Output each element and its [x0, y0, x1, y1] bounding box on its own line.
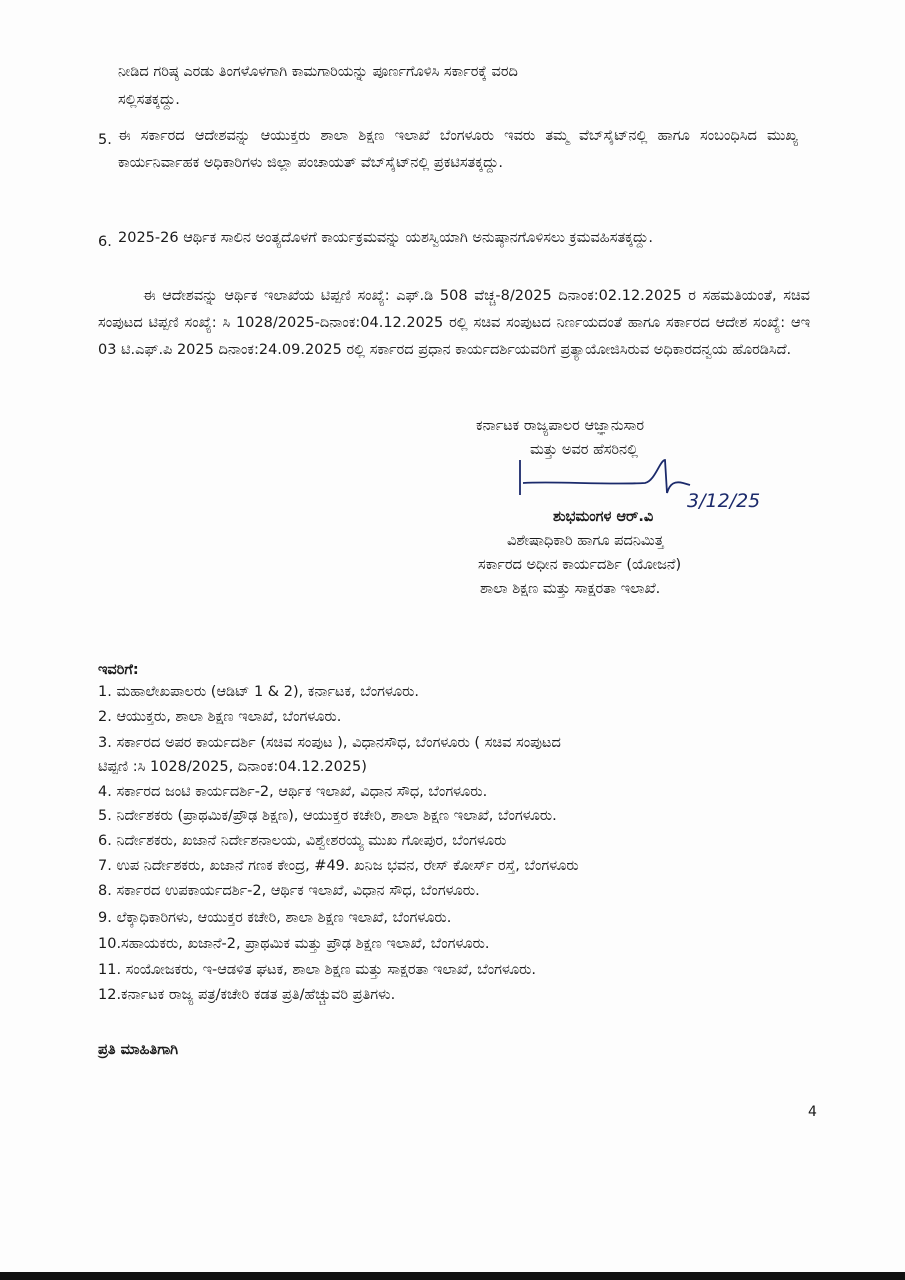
governor-name-line: ಮತ್ತು ಅವರ ಹೆಸರಿನಲ್ಲಿ	[530, 442, 639, 458]
governor-order-line: ಕರ್ನಾಟಕ ರಾಜ್ಯಪಾಲರ ಆಜ್ಞಾನುಸಾರ	[476, 418, 645, 434]
signatory-designation-1: ವಿಶೇಷಾಧಿಕಾರಿ ಹಾಗೂ ಪದನಿಮಿತ್ತ	[507, 533, 664, 549]
recipient-item: 3. ಸರ್ಕಾರದ ಅಪರ ಕಾರ್ಯದರ್ಶಿ (ಸಚಿವ ಸಂಪುಟ ), ವಿಧಾನಸೌಧ, ಬೆಂಗಳೂರು ( ಸಚಿವ ಸಂಪುಟದ	[98, 735, 561, 751]
recipient-item: 10.ಸಹಾಯಕರು, ಖಜಾನೆ-2, ಪ್ರಾಥಮಿಕ ಮತ್ತು ಪ್ರೌಢ ಶಿಕ್ಷಣ ಇಲಾಖೆ, ಬೆಂಗಳೂರು.	[98, 936, 490, 952]
recipients-heading: ಇವರಿಗೆ:	[98, 662, 139, 678]
copy-heading: ಪ್ರತಿ ಮಾಹಿತಿಗಾಗಿ	[98, 1042, 179, 1058]
recipient-item: 1. ಮಹಾಲೇಖಪಾಲರು (ಆಡಿಟ್ 1 & 2), ಕರ್ನಾಟಕ, ಬೆಂಗಳೂರು.	[98, 684, 420, 700]
recipient-item: 7. ಉಪ ನಿರ್ದೇಶಕರು, ಖಜಾನೆ ಗಣಕ ಕೇಂದ್ರ, #49. ಖನಿಜ ಭವನ, ರೇಸ್ ಕೋರ್ಸ್ ರಸ್ತೆ, ಬೆಂಗಳೂರು	[98, 858, 579, 874]
signatory-designation-2: ಸರ್ಕಾರದ ಅಧೀನ ಕಾರ್ಯದರ್ಶಿ (ಯೋಜನೆ)	[478, 557, 682, 573]
signature-date: 3/12/25	[687, 490, 761, 510]
recipient-item: 6. ನಿರ್ದೇಶಕರು, ಖಜಾನೆ ನಿರ್ದೇಶನಾಲಯ, ವಿಶ್ವೇಶರಯ್ಯ ಮುಖ ಗೋಪುರ, ಬೆಂಗಳೂರು	[98, 833, 507, 849]
item-text: 2025-26 ಆರ್ಥಿಕ ಸಾಲಿನ ಅಂತ್ಯದೊಳಗೆ ಕಾರ್ಯಕ್ರಮವನ್ನು ಯಶಸ್ವಿಯಾಗಿ ಅನುಷ್ಠಾನಗೊಳಿಸಲು ಕ್ರಮವಹಿಸತಕ್ಕದ್ದು.	[118, 230, 653, 246]
authority-paragraph: ಈ ಆದೇಶವನ್ನು ಆರ್ಥಿಕ ಇಲಾಖೆಯ ಟಿಪ್ಪಣಿ ಸಂಖ್ಯೆ: ಎಫ್.ಡಿ 508 ವೆಚ್ಚ-8/2025 ದಿನಾಂಕ:02.12.2025 ರ ಸಹಮತಿಯಂತೆ, ಸಚಿವ ಸಂಪುಟದ ಟಿಪ್ಪಣಿ ಸಂಖ್ಯೆ: ಸಿ 1028/2025-ದಿನಾಂಕ:04.12.2025 ರಲ್ಲಿ ಸಚಿವ ಸಂಪುಟದ ನಿರ್ಣಯದಂತೆ ಹಾಗೂ ಸರ್ಕಾರದ ಆದೇಶ ಸಂಖ್ಯೆ: ಆಇ 03 ಟಿ.ಎಫ್.ಪಿ 2025 ದಿನಾಂಕ:24.09.2025 ರಲ್ಲಿ ಸರ್ಕಾರದ ಪ್ರಧಾನ ಕಾರ್ಯದರ್ಶಿಯವರಿಗೆ ಪ್ರತ್ಯಾಯೋಜಿಸಿರುವ ಅಧಿಕಾರದನ್ವಯ ಹೊರಡಿಸಿದೆ.	[98, 288, 810, 358]
item-text: ಈ ಸರ್ಕಾರದ ಆದೇಶವನ್ನು ಆಯುಕ್ತರು ಶಾಲಾ ಶಿಕ್ಷಣ ಇಲಾಖೆ ಬೆಂಗಳೂರು ಇವರು ತಮ್ಮ ವೆಬ್‌ಸೈಟ್‌ನಲ್ಲಿ ಹಾಗೂ ಸಂಬಂಧಿಸಿದ ಮುಖ್ಯ ಕಾರ್ಯನಿರ್ವಾಹಕ ಅಧಿಕಾರಿಗಳು ಜಿಲ್ಲಾ ಪಂಚಾಯತ್ ವೆಬ್‌ಸೈಟ್‌ನಲ್ಲಿ ಪ್ರಕಟಿಸತಕ್ಕದ್ದು.	[118, 128, 798, 171]
recipient-item: 5. ನಿರ್ದೇಶಕರು (ಪ್ರಾಥಮಿಕ/ಪ್ರೌಢ ಶಿಕ್ಷಣ), ಆಯುಕ್ತರ ಕಚೇರಿ, ಶಾಲಾ ಶಿಕ್ಷಣ ಇಲಾಖೆ, ಬೆಂಗಳೂರು.	[98, 808, 557, 824]
recipient-item: 11. ಸಂಯೋಜಕರು, ಇ-ಆಡಳಿತ ಘಟಕ, ಶಾಲಾ ಶಿಕ್ಷಣ ಮತ್ತು ಸಾಕ್ಷರತಾ ಇಲಾಖೆ, ಬೆಂಗಳೂರು.	[98, 962, 537, 978]
continuation-line-1: ನೀಡಿದ ಗರಿಷ್ಠ ಎರಡು ತಿಂಗಳೊಳಗಾಗಿ ಕಾಮಗಾರಿಯನ್ನು ಪೂರ್ಣಗೊಳಿಸಿ ಸರ್ಕಾರಕ್ಕೆ ವರದಿ	[118, 64, 518, 80]
item-number: 5.	[98, 132, 112, 148]
recipient-item: 12.ಕರ್ನಾಟಕ ರಾಜ್ಯ ಪತ್ರ/ಕಚೇರಿ ಕಡತ ಪ್ರತಿ/ಹೆಚ್ಚುವರಿ ಪ್ರತಿಗಳು.	[98, 987, 396, 1003]
recipient-item-continued: ಟಿಪ್ಪಣಿ :ಸಿ 1028/2025, ದಿನಾಂಕ:04.12.2025)	[98, 759, 367, 775]
page-number: 4	[808, 1104, 817, 1120]
recipient-item: 2. ಆಯುಕ್ತರು, ಶಾಲಾ ಶಿಕ್ಷಣ ಇಲಾಖೆ, ಬೆಂಗಳೂರು.	[98, 709, 342, 725]
handwritten-signature	[515, 455, 785, 510]
scan-edge	[0, 1272, 905, 1280]
item-number: 6.	[98, 234, 112, 250]
continuation-line-2: ಸಲ್ಲಿಸತಕ್ಕದ್ದು.	[118, 92, 180, 108]
recipient-item: 9. ಲೆಕ್ಕಾಧಿಕಾರಿಗಳು, ಆಯುಕ್ತರ ಕಚೇರಿ, ಶಾಲಾ ಶಿಕ್ಷಣ ಇಲಾಖೆ, ಬೆಂಗಳೂರು.	[98, 910, 452, 926]
signatory-name: ಶುಭಮಂಗಳ ಆರ್.ವಿ	[553, 509, 654, 525]
recipient-item: 8. ಸರ್ಕಾರದ ಉಪಕಾರ್ಯದರ್ಶಿ-2, ಆರ್ಥಿಕ ಇಲಾಖೆ, ವಿಧಾನ ಸೌಧ, ಬೆಂಗಳೂರು.	[98, 883, 480, 899]
signatory-department: ಶಾಲಾ ಶಿಕ್ಷಣ ಮತ್ತು ಸಾಕ್ಷರತಾ ಇಲಾಖೆ.	[480, 581, 661, 597]
recipient-item: 4. ಸರ್ಕಾರದ ಜಂಟಿ ಕಾರ್ಯದರ್ಶಿ-2, ಆರ್ಥಿಕ ಇಲಾಖೆ, ವಿಧಾನ ಸೌಧ, ಬೆಂಗಳೂರು.	[98, 784, 488, 800]
